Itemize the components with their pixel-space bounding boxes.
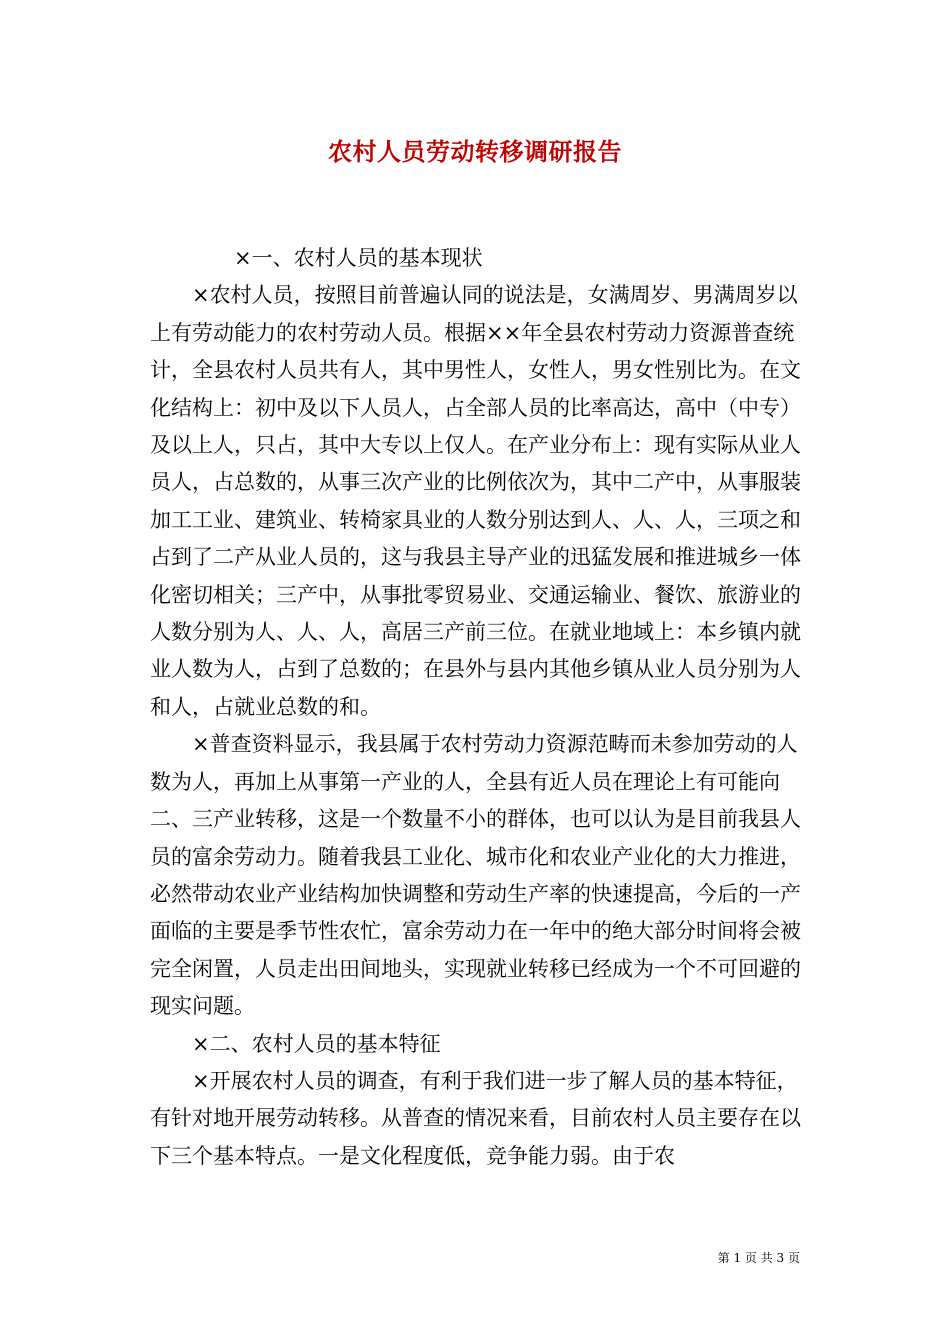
body-paragraph: ×开展农村人员的调查，有利于我们进一步了解人员的基本特征，有针对地开展劳动转移。从普查的情况来看，目前农村人员主要存在以下三个基本特点。一是文化程度低，竞争能力弱。由于农 <box>150 1068 801 1168</box>
body-paragraph: ×农村人员，按照目前普遍认同的说法是，女满周岁、男满周岁以上有劳动能力的农村劳动人员。根据××年全县农村劳动力资源普查统计，全县农村人员共有人，其中男性人，女性人，男女性别比为。在文化结构上：初中及以下人员人，占全部人员的比率高达，高中（中专）及以上人，只占，其中大专以上仅人。在产业分布上：现有实际从业人员人，占总数的，从事三次产业的比例依次为，其中二产中，从事服装加工工业、建筑业、转椅家具业的人数分别达到人、人、人，三项之和占到了二产从业人员的，这与我县主导产业的迅猛发展和推进城乡一体化密切相关；三产中，从事批零贸易业、交通运输业、餐饮、旅游业的人数分别为人、人、人，高居三产前三位。在就业地域上：本乡镇内就业人数为人，占到了总数的；在县外与县内其他乡镇从业人员分别为人和人，占就业总数的和。 <box>150 283 801 719</box>
section-heading-1: ×一、农村人员的基本现状 <box>234 246 483 270</box>
document-body <box>150 240 805 1175</box>
document-title: 农村人员劳动转移调研报告 <box>328 137 622 166</box>
section-heading-2: ×二、农村人员的基本特征 <box>192 1031 441 1056</box>
body-paragraph: ×普查资料显示，我县属于农村劳动力资源范畴而未参加劳动的人数为人，再加上从事第一产业的人，全县有近人员在理论上有可能向二、三产业转移，这是一个数量不小的群体，也可以认为是目前我县人员的富余劳动力。随着我县工业化、城市化和农业产业化的大力推进，必然带动农业产业结构加快调整和劳动生产率的快速提高，今后的一产面临的主要是季节性农忙，富余劳动力在一年中的绝大部分时间将会被完全闲置，人员走出田间地头，实现就业转移已经成为一个不可回避的现实问题。 <box>150 732 801 1019</box>
page-number: 第 1 页 共 3 页 <box>717 1251 800 1265</box>
